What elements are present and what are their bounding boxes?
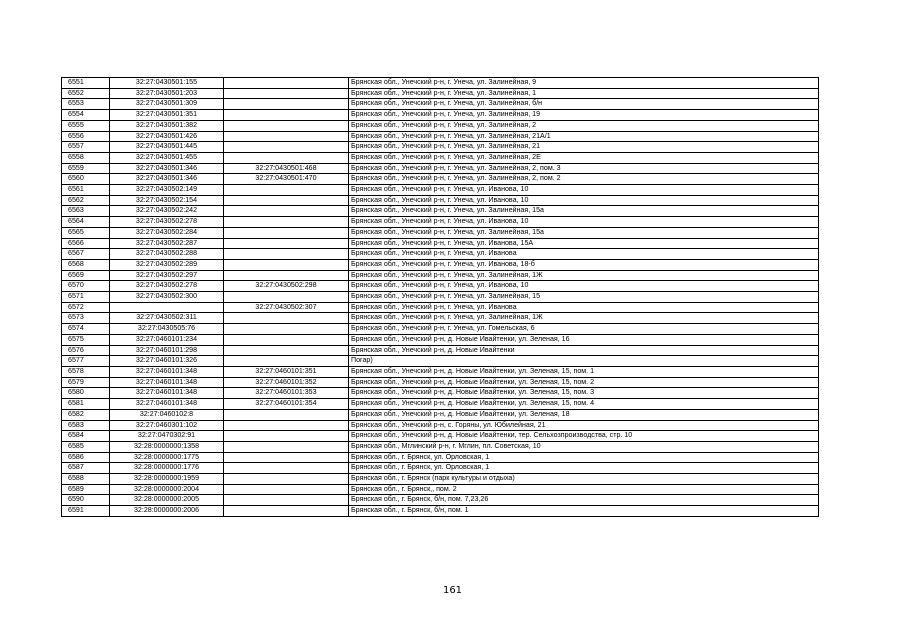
address-cell: Брянская обл., Унечский р-н, г. Унеча, ул. Залинейная, 9: [349, 78, 819, 89]
address-cell: Брянская обл., Унечский р-н, д. Новые Ивайтенки, ул. Зеленая, 15, пом. 3: [349, 388, 819, 399]
address-cell: Брянская обл., Унечский р-н, г. Унеча, ул. Залинейная, 15а: [349, 227, 819, 238]
row-number-cell: 6588: [62, 474, 110, 485]
cadastral-number-cell: 32:27:0430501:346: [110, 163, 224, 174]
address-cell: Брянская обл., Унечский р-н, г. Унеча, ул. Иванова, 10: [349, 217, 819, 228]
cadastral-number-cell: [110, 302, 224, 313]
parent-cadastral-number-cell: [224, 238, 349, 249]
cadastral-number-cell: 32:27:0460101:326: [110, 356, 224, 367]
address-cell: Брянская обл., г. Брянск (парк культуры и отдыха): [349, 474, 819, 485]
table-row: [62, 227, 819, 238]
address-cell: Брянская обл., г. Брянск, ул. Орловская, 1: [349, 463, 819, 474]
table-row: [62, 324, 819, 335]
parent-cadastral-number-cell: [224, 270, 349, 281]
table-row: [62, 152, 819, 163]
address-cell: Брянская обл., Унечский р-н, г. Унеча, ул. Залинейная, 1: [349, 88, 819, 99]
address-cell: Брянская обл., Унечский р-н, д. Новые Ивайтенки, тер. Сельхозпроизводства, стр. 10: [349, 431, 819, 442]
row-number-cell: 6558: [62, 152, 110, 163]
parent-cadastral-number-cell: [224, 185, 349, 196]
parent-cadastral-number-cell: [224, 292, 349, 303]
row-number-cell: 6578: [62, 366, 110, 377]
property-table-body: [62, 78, 819, 517]
parent-cadastral-number-cell: [224, 78, 349, 89]
row-number-cell: 6552: [62, 88, 110, 99]
address-cell: Брянская обл., Мглинский р-н, г. Мглин, пл. Советская, 10: [349, 441, 819, 452]
cadastral-number-cell: 32:27:0460101:348: [110, 399, 224, 410]
parent-cadastral-number-cell: 32:27:0430502:298: [224, 281, 349, 292]
address-cell: Брянская обл., г. Брянск, б/н, пом. 1: [349, 506, 819, 517]
address-cell: Брянская обл., Унечский р-н, д. Новые Ивайтенки: [349, 345, 819, 356]
address-cell: Брянская обл., Унечский р-н, с. Горяны, ул. Юбилейная, 21: [349, 420, 819, 431]
cadastral-number-cell: 32:27:0430502:289: [110, 259, 224, 270]
parent-cadastral-number-cell: 32:27:0430501:470: [224, 174, 349, 185]
row-number-cell: 6574: [62, 324, 110, 335]
row-number-cell: 6570: [62, 281, 110, 292]
row-number-cell: 6586: [62, 452, 110, 463]
parent-cadastral-number-cell: [224, 463, 349, 474]
cadastral-number-cell: 32:28:0000000:1775: [110, 452, 224, 463]
address-cell: Брянская обл., Унечский р-н, г. Унеча, ул. Иванова, 10: [349, 195, 819, 206]
address-cell: Брянская обл., Унечский р-н, д. Новые Ивайтенки, ул. Зеленая, 15, пом. 4: [349, 399, 819, 410]
address-cell: Брянская обл., Унечский р-н, г. Унеча, ул. Иванова, 15А: [349, 238, 819, 249]
row-number-cell: 6572: [62, 302, 110, 313]
cadastral-number-cell: 32:27:0430501:426: [110, 131, 224, 142]
cadastral-number-cell: 32:27:0430502:149: [110, 185, 224, 196]
parent-cadastral-number-cell: [224, 495, 349, 506]
address-cell: Брянская обл., Унечский р-н, г. Унеча, ул. Залинейная, 15а: [349, 206, 819, 217]
cadastral-number-cell: 32:28:0000000:1358: [110, 441, 224, 452]
cadastral-number-cell: 32:27:0430502:287: [110, 238, 224, 249]
address-cell: Брянская обл., Унечский р-н, г. Унеча, ул. Гомельская, 6: [349, 324, 819, 335]
cadastral-number-cell: 32:27:0430505:76: [110, 324, 224, 335]
table-row: [62, 495, 819, 506]
table-row: [62, 431, 819, 442]
address-cell: Брянская обл., г. Брянск, ул. Орловская, 1: [349, 452, 819, 463]
row-number-cell: 6564: [62, 217, 110, 228]
row-number-cell: 6571: [62, 292, 110, 303]
parent-cadastral-number-cell: [224, 409, 349, 420]
table-row: [62, 110, 819, 121]
cadastral-number-cell: 32:27:0460301:102: [110, 420, 224, 431]
parent-cadastral-number-cell: [224, 249, 349, 260]
address-cell: Брянская обл., Унечский р-н, г. Унеча, ул. Иванова, 10: [349, 185, 819, 196]
address-cell: Брянская обл., Унечский р-н, г. Унеча, ул. Иванова: [349, 302, 819, 313]
parent-cadastral-number-cell: [224, 152, 349, 163]
table-row: [62, 281, 819, 292]
cadastral-number-cell: 32:28:0000000:1959: [110, 474, 224, 485]
table-row: [62, 506, 819, 517]
row-number-cell: 6569: [62, 270, 110, 281]
row-number-cell: 6582: [62, 409, 110, 420]
table-row: [62, 131, 819, 142]
parent-cadastral-number-cell: [224, 142, 349, 153]
table-row: [62, 420, 819, 431]
parent-cadastral-number-cell: 32:27:0460101:351: [224, 366, 349, 377]
parent-cadastral-number-cell: [224, 484, 349, 495]
address-cell: Брянская обл., Унечский р-н, г. Унеча, ул. Залинейная, б/н: [349, 99, 819, 110]
table-row: [62, 313, 819, 324]
table-row: [62, 249, 819, 260]
address-cell: Брянская обл., Унечский р-н, г. Унеча, ул. Залинейная, 1Ж: [349, 313, 819, 324]
row-number-cell: 6562: [62, 195, 110, 206]
parent-cadastral-number-cell: [224, 88, 349, 99]
address-cell: Погар): [349, 356, 819, 367]
parent-cadastral-number-cell: [224, 110, 349, 121]
cadastral-number-cell: 32:27:0430501:203: [110, 88, 224, 99]
parent-cadastral-number-cell: [224, 431, 349, 442]
address-cell: Брянская обл., Унечский р-н, г. Унеча, ул. Залинейная, 1Ж: [349, 270, 819, 281]
cadastral-number-cell: 32:28:0000000:1776: [110, 463, 224, 474]
address-cell: Брянская обл., Унечский р-н, г. Унеча, ул. Залинейная, 21: [349, 142, 819, 153]
table-row: [62, 463, 819, 474]
row-number-cell: 6567: [62, 249, 110, 260]
row-number-cell: 6559: [62, 163, 110, 174]
cadastral-number-cell: 32:27:0430502:242: [110, 206, 224, 217]
address-cell: Брянская обл., Унечский р-н, г. Унеча, ул. Залинейная, 2Е: [349, 152, 819, 163]
cadastral-number-cell: 32:27:0430502:154: [110, 195, 224, 206]
row-number-cell: 6576: [62, 345, 110, 356]
parent-cadastral-number-cell: [224, 506, 349, 517]
cadastral-number-cell: 32:27:0430501:445: [110, 142, 224, 153]
row-number-cell: 6561: [62, 185, 110, 196]
table-row: [62, 484, 819, 495]
table-row: [62, 452, 819, 463]
row-number-cell: 6579: [62, 377, 110, 388]
table-row: [62, 238, 819, 249]
row-number-cell: 6556: [62, 131, 110, 142]
row-number-cell: 6554: [62, 110, 110, 121]
row-number-cell: 6577: [62, 356, 110, 367]
address-cell: Брянская обл., Унечский р-н, д. Новые Ивайтенки, ул. Зеленая, 15, пом. 2: [349, 377, 819, 388]
address-cell: Брянская обл., Унечский р-н, д. Новые Ивайтенки, ул. Зеленая, 15, пом. 1: [349, 366, 819, 377]
row-number-cell: 6555: [62, 120, 110, 131]
address-cell: Брянская обл., Унечский р-н, г. Унеча, ул. Залинейная, 2, пом. 2: [349, 174, 819, 185]
table-row: [62, 377, 819, 388]
row-number-cell: 6581: [62, 399, 110, 410]
cadastral-number-cell: 32:27:0460102:8: [110, 409, 224, 420]
parent-cadastral-number-cell: [224, 227, 349, 238]
cadastral-number-cell: 32:28:0000000:2006: [110, 506, 224, 517]
row-number-cell: 6590: [62, 495, 110, 506]
table-row: [62, 163, 819, 174]
parent-cadastral-number-cell: 32:27:0460101:352: [224, 377, 349, 388]
cadastral-number-cell: 32:27:0430501:309: [110, 99, 224, 110]
cadastral-number-cell: 32:27:0430501:455: [110, 152, 224, 163]
cadastral-number-cell: 32:27:0470302:91: [110, 431, 224, 442]
cadastral-number-cell: 32:27:0430502:311: [110, 313, 224, 324]
address-cell: Брянская обл., г. Брянск, б/н, пом. 7,23,26: [349, 495, 819, 506]
cadastral-number-cell: 32:27:0460101:348: [110, 377, 224, 388]
row-number-cell: 6583: [62, 420, 110, 431]
table-row: [62, 399, 819, 410]
parent-cadastral-number-cell: [224, 452, 349, 463]
parent-cadastral-number-cell: [224, 313, 349, 324]
cadastral-number-cell: 32:27:0430501:351: [110, 110, 224, 121]
address-cell: Брянская обл., Унечский р-н, г. Унеча, ул. Иванова, 18-б: [349, 259, 819, 270]
parent-cadastral-number-cell: [224, 195, 349, 206]
parent-cadastral-number-cell: 32:27:0460101:353: [224, 388, 349, 399]
parent-cadastral-number-cell: 32:27:0430502:307: [224, 302, 349, 313]
parent-cadastral-number-cell: [224, 356, 349, 367]
address-cell: Брянская обл., Унечский р-н, д. Новые Ивайтенки, ул. Зеленая, 16: [349, 334, 819, 345]
parent-cadastral-number-cell: [224, 131, 349, 142]
parent-cadastral-number-cell: [224, 441, 349, 452]
cadastral-number-cell: 32:27:0430502:300: [110, 292, 224, 303]
table-row: [62, 217, 819, 228]
table-row: [62, 185, 819, 196]
row-number-cell: 6585: [62, 441, 110, 452]
row-number-cell: 6553: [62, 99, 110, 110]
cadastral-number-cell: 32:27:0430502:288: [110, 249, 224, 260]
table-row: [62, 142, 819, 153]
parent-cadastral-number-cell: [224, 345, 349, 356]
parent-cadastral-number-cell: [224, 474, 349, 485]
table-row: [62, 474, 819, 485]
row-number-cell: 6584: [62, 431, 110, 442]
table-row: [62, 334, 819, 345]
parent-cadastral-number-cell: [224, 334, 349, 345]
cadastral-number-cell: 32:27:0460101:348: [110, 366, 224, 377]
table-row: [62, 356, 819, 367]
parent-cadastral-number-cell: [224, 217, 349, 228]
address-cell: Брянская обл., Унечский р-н, г. Унеча, ул. Залинейная, 19: [349, 110, 819, 121]
table-row: [62, 174, 819, 185]
parent-cadastral-number-cell: [224, 120, 349, 131]
property-table: [61, 77, 819, 517]
address-cell: Брянская обл., Унечский р-н, д. Новые Ивайтенки, ул. Зеленая, 18: [349, 409, 819, 420]
row-number-cell: 6563: [62, 206, 110, 217]
row-number-cell: 6587: [62, 463, 110, 474]
cadastral-number-cell: 32:27:0430501:346: [110, 174, 224, 185]
table-row: [62, 270, 819, 281]
table-row: [62, 99, 819, 110]
table-row: [62, 345, 819, 356]
parent-cadastral-number-cell: [224, 99, 349, 110]
cadastral-number-cell: 32:27:0430502:278: [110, 217, 224, 228]
row-number-cell: 6565: [62, 227, 110, 238]
table-row: [62, 409, 819, 420]
cadastral-number-cell: 32:27:0460101:348: [110, 388, 224, 399]
row-number-cell: 6591: [62, 506, 110, 517]
row-number-cell: 6566: [62, 238, 110, 249]
table-row: [62, 388, 819, 399]
address-cell: Брянская обл., Унечский р-н, г. Унеча, ул. Залинейная, 21А/1: [349, 131, 819, 142]
table-row: [62, 88, 819, 99]
table-row: [62, 292, 819, 303]
parent-cadastral-number-cell: 32:27:0460101:354: [224, 399, 349, 410]
address-cell: Брянская обл., Унечский р-н, г. Унеча, ул. Залинейная, 15: [349, 292, 819, 303]
cadastral-number-cell: 32:27:0430502:278: [110, 281, 224, 292]
cadastral-number-cell: 32:27:0430502:284: [110, 227, 224, 238]
cadastral-number-cell: 32:28:0000000:2004: [110, 484, 224, 495]
parent-cadastral-number-cell: [224, 324, 349, 335]
table-row: [62, 441, 819, 452]
parent-cadastral-number-cell: [224, 259, 349, 270]
cadastral-number-cell: 32:27:0430501:155: [110, 78, 224, 89]
row-number-cell: 6575: [62, 334, 110, 345]
table-row: [62, 120, 819, 131]
cadastral-number-cell: 32:27:0460101:298: [110, 345, 224, 356]
parent-cadastral-number-cell: 32:27:0430501:468: [224, 163, 349, 174]
address-cell: Брянская обл., Унечский р-н, г. Унеча, ул. Иванова: [349, 249, 819, 260]
address-cell: Брянская обл., г. Брянск,, пом. 2: [349, 484, 819, 495]
page-number: 161: [442, 585, 463, 596]
parent-cadastral-number-cell: [224, 206, 349, 217]
cadastral-number-cell: 32:27:0430502:297: [110, 270, 224, 281]
cadastral-number-cell: 32:27:0430501:382: [110, 120, 224, 131]
row-number-cell: 6573: [62, 313, 110, 324]
address-cell: Брянская обл., Унечский р-н, г. Унеча, ул. Иванова, 10: [349, 281, 819, 292]
cadastral-number-cell: 32:27:0460101:234: [110, 334, 224, 345]
address-cell: Брянская обл., Унечский р-н, г. Унеча, ул. Залинейная, 2: [349, 120, 819, 131]
table-row: [62, 195, 819, 206]
row-number-cell: 6568: [62, 259, 110, 270]
row-number-cell: 6589: [62, 484, 110, 495]
parent-cadastral-number-cell: [224, 420, 349, 431]
row-number-cell: 6557: [62, 142, 110, 153]
table-row: [62, 302, 819, 313]
row-number-cell: 6560: [62, 174, 110, 185]
table-row: [62, 206, 819, 217]
row-number-cell: 6551: [62, 78, 110, 89]
table-row: [62, 366, 819, 377]
table-row: [62, 78, 819, 89]
table-row: [62, 259, 819, 270]
cadastral-number-cell: 32:28:0000000:2005: [110, 495, 224, 506]
row-number-cell: 6580: [62, 388, 110, 399]
address-cell: Брянская обл., Унечский р-н, г. Унеча, ул. Залинейная, 2, пом. 3: [349, 163, 819, 174]
